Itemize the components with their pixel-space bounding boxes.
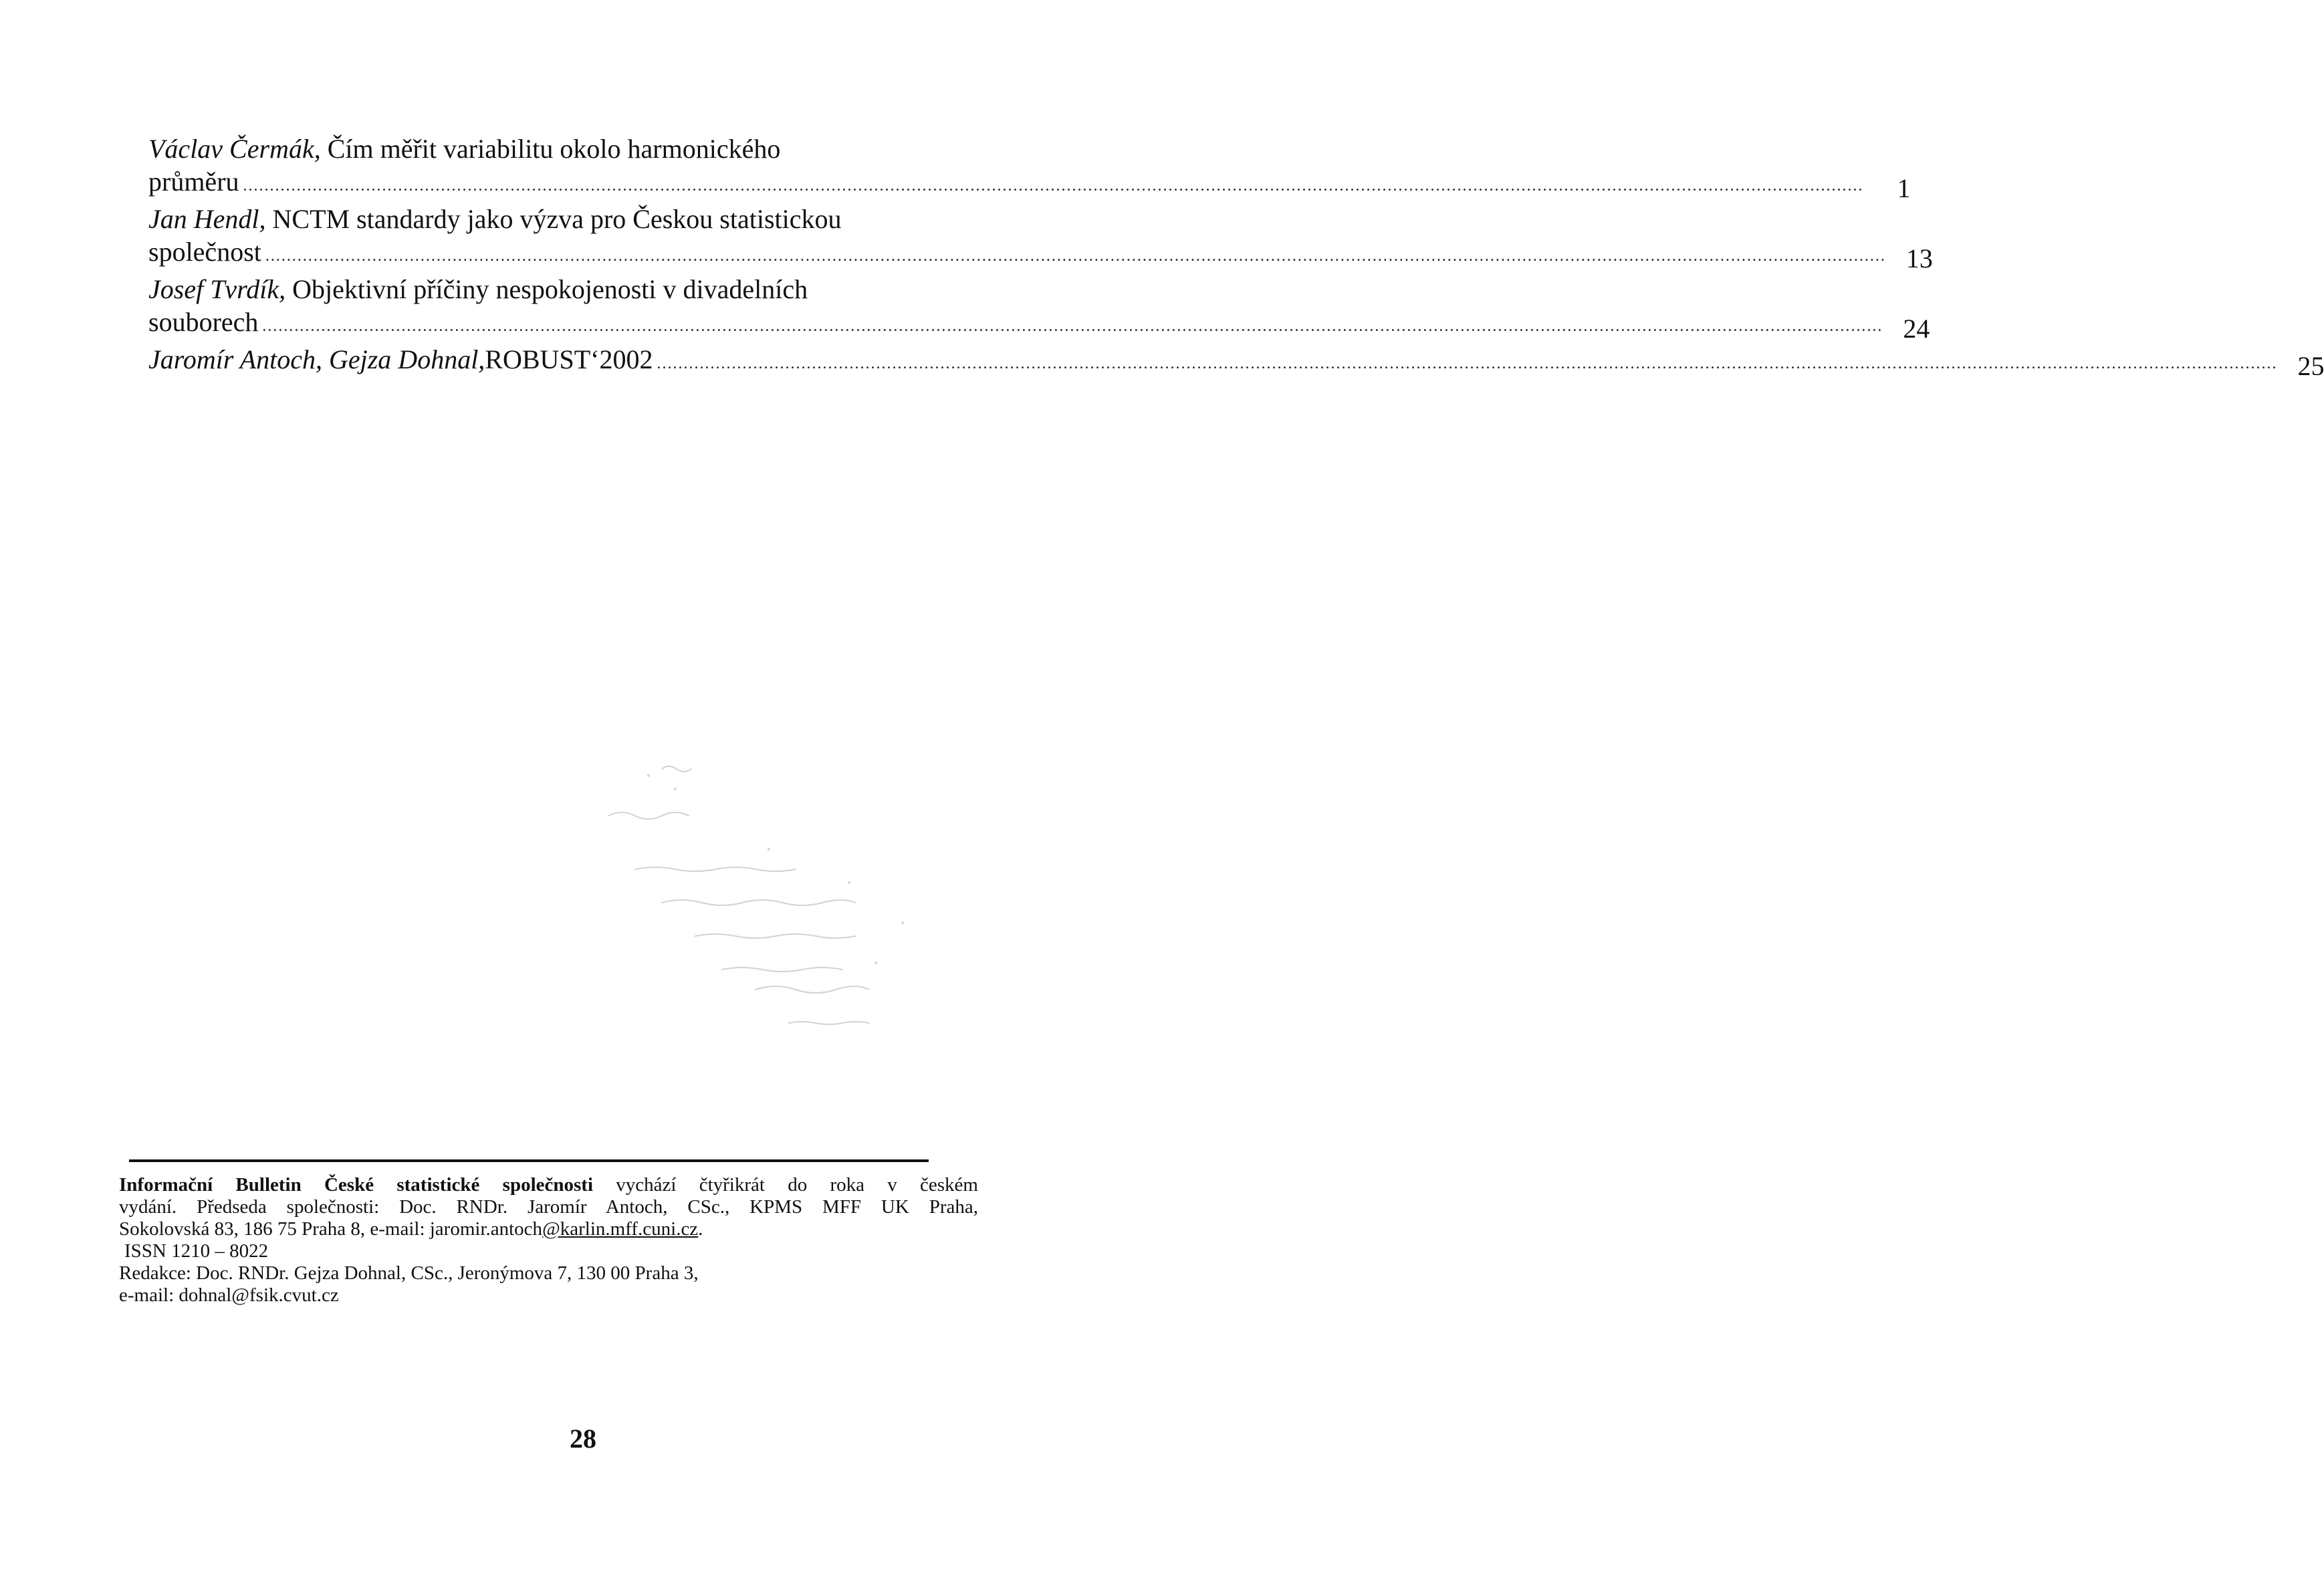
toc-title: NCTM standardy jako výzva pro Českou statistickou [265, 204, 842, 234]
toc-title-continued: souborech [148, 307, 259, 337]
toc-entry [148, 273, 1930, 344]
toc-title-continued: společnost [148, 237, 261, 267]
colophon-line-3: Sokolovská 83, 186 75 Praha 8, e-mail: jaromir.antoch@karlin.mff.cuni.cz. [119, 1218, 703, 1240]
editor-email: e-mail: dohnal@fsik.cvut.cz [119, 1284, 339, 1306]
toc-page-number: 13 [1905, 243, 1933, 273]
toc-dot-leader: ............................................................................................................................................................................................................................................................................................................... [243, 177, 1864, 195]
toc-author: Jaromír Antoch, Gejza Dohnal, [148, 344, 485, 374]
horizontal-divider [129, 1159, 929, 1162]
editor-address: Redakce: Doc. RNDr. Gejza Dohnal, CSc., Jeronýmova 7, 130 00 Praha 3, [119, 1262, 699, 1284]
toc-entry [148, 343, 2324, 381]
toc-entry [148, 132, 1911, 203]
toc-title: Objektivní příčiny nespokojenosti v divadelních [285, 274, 808, 304]
toc-title-continued: průměru [148, 166, 239, 197]
toc-title: ROBUST‘2002 [485, 344, 653, 374]
toc-author: Václav Čermák, [148, 134, 321, 164]
toc-title: Čím měřit variabilitu okolo harmonického [320, 134, 781, 164]
toc-author: Jan Hendl, [148, 204, 266, 234]
colophon [119, 1174, 978, 1307]
faded-stamp-graphic [568, 749, 969, 1056]
colophon-line-2: vydání. Předseda společnosti: Doc. RNDr. Jaromír Antoch, CSc., KPMS MFF UK Praha, [119, 1196, 978, 1218]
toc-page-number: 1 [1897, 173, 1911, 203]
issn: ISSN 1210 – 8022 [124, 1240, 269, 1262]
toc-author: Josef Tvrdík, [148, 274, 286, 304]
table-of-contents [148, 132, 2324, 381]
bulletin-name: Informační Bulletin České statistické společnosti [119, 1174, 593, 1196]
colophon-line-1: Informační Bulletin České statistické společnosti vychází čtyřikrát do roka v českém [119, 1174, 978, 1196]
toc-dot-leader: ............................................................................................................................................................................................................................................................................................................... [265, 247, 1886, 265]
toc-entry [148, 203, 1933, 273]
toc-dot-leader: ............................................................................................................................................................................................................................................................................................................... [262, 318, 1883, 335]
faded-stamp-marks [568, 749, 969, 1056]
page-number: 28 [570, 1424, 596, 1454]
toc-dot-leader: ............................................................................................................................................................................................................................................................................................................... [657, 355, 2278, 372]
toc-page-number: 25 [2297, 351, 2324, 381]
email-link[interactable]: @karlin.mff.cuni.cz [542, 1218, 699, 1240]
toc-page-number: 24 [1903, 314, 1930, 344]
